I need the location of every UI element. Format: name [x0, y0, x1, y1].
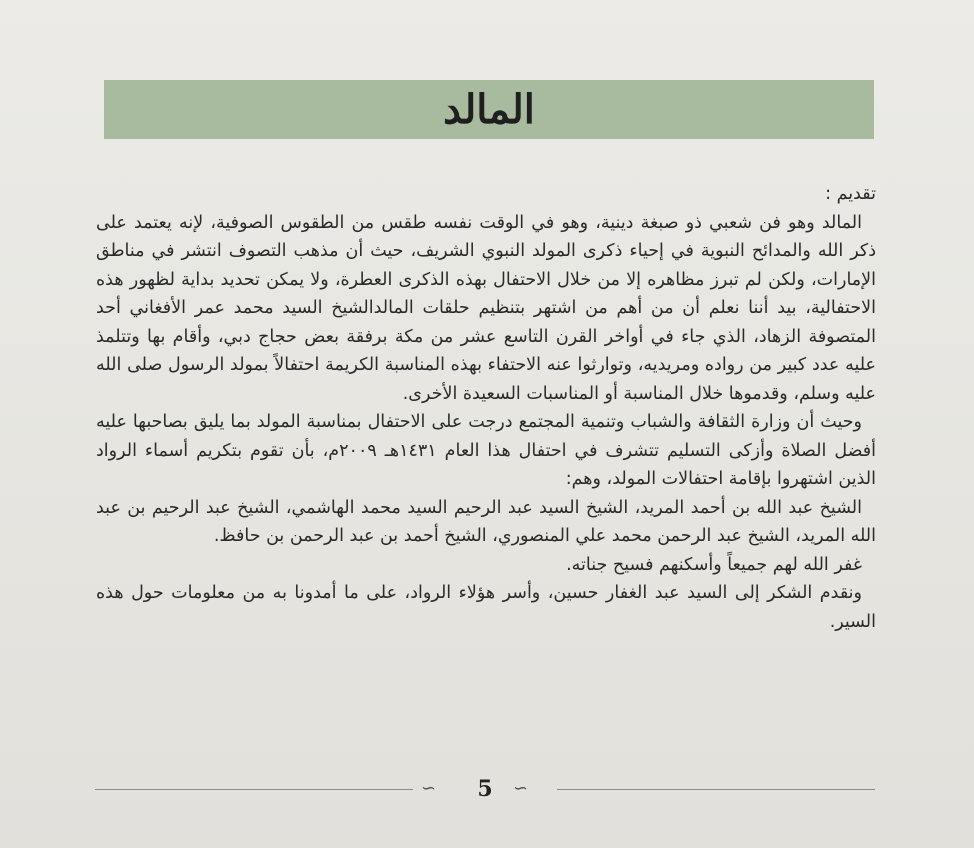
section-label: تقديم : — [825, 184, 876, 204]
page-footer — [95, 776, 875, 806]
footer-rule-left — [95, 789, 413, 790]
footer-ornament-right-icon: ∽ — [513, 778, 529, 799]
paragraph-ministry: وحيث أن وزارة الثقافة والشباب وتنمية المجتمع درجت على الاحتفال بمناسبة المولد بما يليق بصاحبها عليه أفضل الصلاة وأزكى التسليم تتشرف في احتفال هذا العام ١٤٣١هـ ٢٠٠٩م، بأن تقوم بتكريم أسماء الرواد الذين اشتهروا بإقامة احتفالات المولد، وهم: — [96, 412, 876, 489]
page-number: 5 — [477, 776, 493, 802]
page-title: المالد — [443, 86, 535, 133]
footer-ornament-left-icon: ∽ — [421, 778, 437, 799]
paragraph-thanks: ونقدم الشكر إلى السيد عبد الغفار حسين، وأسر هؤلاء الرواد، على ما أمدونا به من معلومات حول هذه السير. — [96, 583, 876, 632]
body-text — [96, 180, 876, 636]
title-banner — [104, 80, 874, 139]
paragraph-intro: المالد وهو فن شعبي ذو صبغة دينية، وهو في الوقت نفسه طقس من الطقوس الصوفية، لإنه يعتمد على ذكر الله والمدائح النبوية في إحياء ذكرى المولد النبوي الشريف، حيث أن مذهب التصوف انتشر في مناطق الإمارات، ولكن لم تبرز مظاهره إلا من خلال الاحتفال بهذه الذكرى العطرة، ولا يمكن تحديد بداية لظهور هذه الاحتفالية، بيد أننا نعلم أن من أهم من اشتهر بتنظيم حلقات المالدالشيخ السيد محمد عمر الأفغاني أحد المتصوفة الزهاد، الذي جاء في أواخر القرن التاسع عشر من مكة برفقة بعض حجاج دبي، وأقام بها وتتلمذ عليه عدد كبير من رواده ومريديه، وتوارثوا عنه الاحتفاء بهذه المناسبة الكريمة احتفالاً بمولد الرسول صلى الله عليه وسلم، وقدموها خلال المناسبة أو المناسبات السعيدة الأخرى. — [96, 212, 876, 404]
paragraph-honorees: الشيخ عبد الله بن أحمد المريد، الشيخ السيد عبد الرحيم السيد محمد الهاشمي، الشيخ عبد الرحيم بن عبد الله المريد، الشيخ عبد الرحمن محمد علي المنصوري، الشيخ أحمد بن عبد الرحمن بن حافظ. — [96, 497, 876, 546]
footer-rule-right — [557, 789, 875, 790]
paragraph-prayer: غفر الله لهم جميعاً وأسكنهم فسيح جناته. — [566, 554, 862, 575]
